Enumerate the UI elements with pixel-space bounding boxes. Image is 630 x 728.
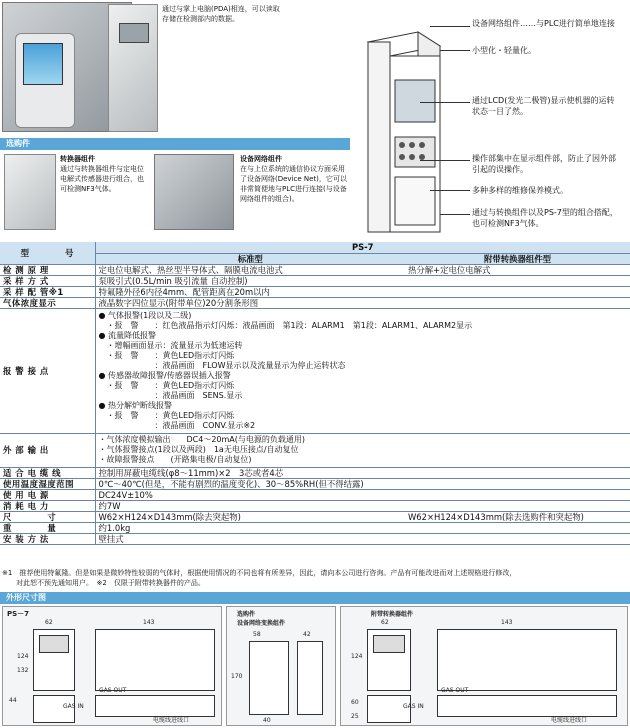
top-caption: 通过与掌上电脑(PDA)相连，可以读取存储在检测部内的数据。: [162, 5, 280, 23]
side-view: [95, 629, 215, 691]
alarm-line: ・报 警 ：黄色LED指示灯闪烁: [98, 350, 235, 360]
device-drawing: [360, 2, 450, 237]
dim-label: 40: [263, 717, 271, 724]
row-label: 采 样 方 式: [0, 275, 95, 286]
output-line: ・气体报警接点(1段以及两段) 1a无电压接点/自动复位: [98, 445, 299, 454]
converter-bottom-side: [437, 695, 617, 717]
callout-lcd: 通过LCD(发光二极管)显示使机器的运转状态一目了然。: [472, 96, 615, 116]
output-block: [95, 433, 630, 467]
row-value: 约1.0kg: [95, 522, 630, 533]
alarm-line: ● 传感器故障报警/传感器误插入报警: [98, 370, 231, 380]
alarm-line: ● 流量降低报警: [98, 330, 157, 340]
dim-label: 62: [45, 619, 53, 626]
callout-leader: [430, 190, 470, 191]
output-line: ・故障报警接点 (开路集电极/自动复位): [98, 455, 252, 464]
converter-photo: [4, 154, 56, 230]
alarm-line: ・报 警 ：黄色LED指示灯闪烁: [98, 380, 235, 390]
drawing-title: PS－7: [7, 610, 30, 618]
option1-text: 通过与转换器组件与定电位电解式传感器进行组合，也可检测NF3气体。: [60, 165, 144, 193]
dim-label: 44: [9, 697, 17, 704]
converter-screen: [373, 635, 405, 653]
drawing-converter: [340, 606, 628, 726]
output-line: ・气体浓度模拟输出 DC4～20mA(与电源的负载通用): [98, 435, 306, 444]
row-label: 安 装 方 法: [0, 533, 95, 544]
table-row: [0, 478, 630, 489]
row-label: 检 测 原 理: [0, 264, 95, 275]
drawing-title: 选购件 设备网络变换组件: [237, 611, 286, 627]
network-side: [297, 641, 323, 715]
table-row: [0, 264, 630, 275]
dim-label: 25: [351, 713, 359, 720]
alarm-line: ・增幅画面显示：流量显示为低速运转: [98, 340, 243, 350]
network-front: [249, 641, 289, 715]
dims-band: 外形尺寸图: [0, 592, 630, 604]
spec-table: [0, 242, 630, 545]
row-value: 约7W: [95, 500, 630, 511]
alarm-line: ：液晶画面 CONV.显示※2: [98, 420, 256, 430]
row-value: W62×H124×D143mm(除去突起物): [95, 511, 405, 522]
table-row: [0, 511, 630, 522]
note-line: 对此恕不预先通知用户。 ※2 仅限于附带转换器件的产品。: [2, 579, 205, 587]
network-photo: [154, 154, 234, 230]
table-row: [0, 533, 630, 544]
dim-label: 143: [501, 619, 513, 626]
alarm-line: ・报 警 ：红色液晶指示灯闪烁：液晶画面 第1段：ALARM1 第1段：ALARM1、ALARM2显示: [98, 320, 473, 330]
dim-label: 42: [303, 631, 311, 638]
table-row: [0, 500, 630, 511]
callout-leader: [440, 214, 470, 215]
dim-label: 58: [253, 631, 261, 638]
callout-nf3: 通过与转换组件以及PS-7型的组合搭配，也可检测NF3气体。: [472, 208, 618, 228]
row-value: 液晶数字四位显示(附带单位)20分割条形图: [95, 297, 630, 308]
row-label: 外 部 输 出: [0, 433, 95, 467]
row-label: 气体浓度显示: [0, 297, 95, 308]
bottom-side: [95, 695, 215, 717]
row-label: 尺 寸: [0, 511, 95, 522]
callout-leader: [440, 50, 470, 51]
callout-maintenance: 多种多样的维修保养模式。: [472, 186, 568, 195]
callout-compact: 小型化・轻量化。: [472, 46, 536, 55]
drawing-ps7: [2, 606, 222, 726]
table-row: [0, 522, 630, 533]
gas-out-label: GAS OUT: [99, 687, 127, 694]
gas-out-label: GAS OUT: [441, 687, 469, 694]
row-label: 适 合 电 缆 线: [0, 467, 95, 478]
subheader-conv: 附带转换器组件型: [405, 253, 630, 264]
note-line: ※1 推荐使用特氟隆。但是如果是微妙特性较弱的气体时，根据使用情况的不同也将有所差异，因此，请向本公司进行咨询。产品有可能改进而对上述规格进行修改，: [2, 569, 517, 577]
row-value: DC24V±10%: [95, 489, 630, 500]
option1-title: 转换器组件: [60, 155, 95, 163]
callout-leader: [420, 160, 470, 161]
callout-operation: 操作部集中在显示组件部，防止了因外部引起的误操作。: [472, 154, 616, 174]
row-value: 控制用屏蔽电缆线(φ8～11mm)×2 3芯或者4芯: [95, 467, 630, 478]
row-value-conv: 热分解+定电位电解式: [405, 264, 630, 275]
alarm-line: ・报 警 ：黄色LED指示灯闪烁: [98, 410, 235, 420]
callout-leader: [430, 26, 470, 27]
row-value: 壁挂式: [95, 533, 630, 544]
dim-label: 143: [143, 619, 155, 626]
notes: [2, 568, 628, 588]
row-value: 0℃～40℃(但是，不能有剧烈的温度变化)、30～85%RH(但不得结露): [95, 478, 630, 489]
table-row-output: [0, 433, 630, 467]
dim-label: 170: [231, 673, 243, 680]
row-label: 消 耗 电 力: [0, 500, 95, 511]
table-row-alarm: [0, 308, 630, 433]
alarm-line: ：液晶画面 SENS.显示: [98, 390, 243, 400]
callout-network: 设备网络组件……与PLC进行简单地连接: [472, 19, 615, 28]
table-row: [0, 286, 630, 297]
dim-label: 62: [381, 619, 389, 626]
option2-text: 在与上位系统的通信协议方面采用了设备网络(Device Net)，它可以非常简便地与PLC进行连接(与设备网络组件的组合)。: [240, 165, 347, 203]
cable-inlet-label: 电缆线进线口: [551, 717, 588, 724]
detector-photo: [108, 4, 158, 132]
option2-title: 设备网络组件: [240, 155, 282, 163]
detector-screen: [119, 23, 149, 43]
alarm-line: ● 气体报警(1段以及二级): [98, 310, 192, 320]
row-label: 重 量: [0, 522, 95, 533]
row-value-conv: W62×H124×D143mm(除去选购件和突起物): [405, 511, 630, 522]
row-value: 泵吸引式(0.5L/min 吸引流量 自动控制): [95, 275, 630, 286]
pda-screen: [23, 43, 63, 85]
drawing-title: 附带转换器组件: [371, 611, 414, 618]
alarm-line: ● 热分解炉断线报警: [98, 400, 173, 410]
row-value: 特氟隆外径6内径4mm、配管距离在20m以内: [95, 286, 630, 297]
row-label: 使用温度湿度范围: [0, 478, 95, 489]
table-row: [0, 489, 630, 500]
alarm-line: ：液晶画面 FLOW显示以及流量显示为停止运转状态: [98, 360, 346, 370]
table-row: [0, 467, 630, 478]
dim-label: 60: [351, 699, 359, 706]
table-header-row: [0, 242, 630, 253]
subheader-std: 标准型: [95, 253, 405, 264]
row-label: 使 用 电 源: [0, 489, 95, 500]
cable-inlet-label: 电缆线进线口: [153, 717, 190, 724]
row-label: 报 警 接 点: [0, 308, 95, 433]
header-model: PS-7: [95, 242, 630, 253]
dim-label: 124: [351, 653, 363, 660]
header-type: 型 号: [0, 242, 95, 264]
options-band: 选购件: [0, 138, 350, 150]
dim-label: 124: [17, 653, 29, 660]
gas-in-label: GAS IN: [63, 703, 84, 710]
gas-in-label: GAS IN: [403, 703, 424, 710]
callout-leader: [420, 102, 470, 103]
alarm-block: [95, 308, 630, 433]
table-row: [0, 297, 630, 308]
front-screen: [39, 635, 69, 653]
table-subheader-row: [0, 253, 630, 264]
converter-side: [437, 629, 617, 691]
drawing-network: [226, 606, 336, 726]
table-row: [0, 275, 630, 286]
row-value: 定电位电解式、热丝型半导体式、隔膜电流电池式: [95, 264, 405, 275]
row-label: 采 样 配 管※1: [0, 286, 95, 297]
dim-label: 132: [17, 667, 29, 674]
